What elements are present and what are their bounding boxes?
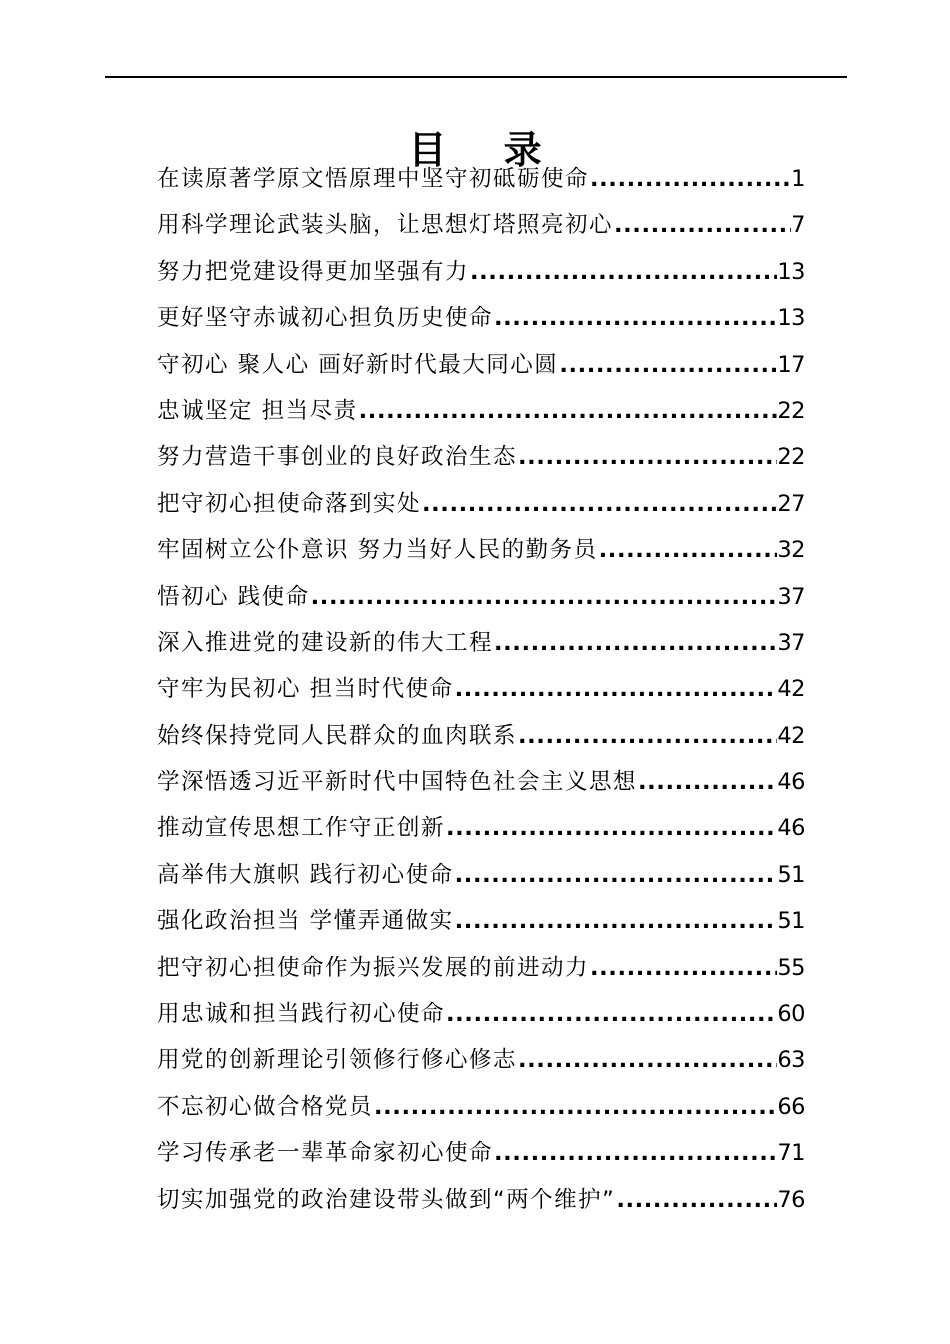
toc-entry[interactable]: [157, 574, 805, 620]
toc-page-number: 76: [777, 1186, 805, 1213]
toc-page-number: 37: [777, 629, 805, 656]
toc-entry-title: 忠诚坚定 担当尽责: [157, 397, 358, 424]
toc-leader-dots: [517, 1037, 777, 1083]
toc-entry[interactable]: [157, 1037, 805, 1083]
toc-page-number: 1: [791, 166, 805, 192]
toc-leader-dots: [589, 156, 791, 202]
toc-leader-dots: [615, 1177, 777, 1223]
toc-entry[interactable]: [157, 852, 805, 898]
toc-entry-title: 悟初心 践使命: [157, 583, 310, 610]
toc-page-number: 27: [777, 490, 805, 517]
toc-entry-title: 推动宣传思想工作守正创新: [157, 815, 446, 842]
toc-page-number: 17: [777, 351, 805, 378]
toc-page-number: 7: [791, 212, 805, 239]
toc-page-number: 63: [777, 1047, 805, 1074]
toc-page-number: 42: [777, 722, 805, 749]
toc-page-number: 51: [777, 861, 805, 888]
toc-entry-title: 学深悟透习近平新时代中国特色社会主义思想: [157, 769, 638, 796]
toc-entry[interactable]: [157, 156, 805, 202]
toc-leader-dots: [598, 527, 778, 573]
toc-entry[interactable]: [157, 527, 805, 573]
toc-page-number: 13: [777, 305, 805, 332]
toc-entry-title: 切实加强党的政治建设带头做到“两个维护”: [157, 1186, 616, 1213]
toc-leader-dots: [454, 666, 778, 712]
toc-leader-dots: [445, 805, 777, 851]
page-title: 目 录: [408, 127, 564, 173]
toc-leader-dots: [358, 388, 778, 434]
toc-leader-dots: [613, 202, 791, 248]
toc-entry[interactable]: [157, 713, 805, 759]
toc-entry[interactable]: [157, 388, 805, 434]
toc-leader-dots: [637, 759, 777, 805]
toc-entry[interactable]: [157, 249, 805, 295]
toc-entry[interactable]: [157, 434, 805, 480]
toc-entry-title: 用科学理论武装头脑，让思想灯塔照亮初心: [157, 212, 614, 239]
toc-page-number: 51: [777, 908, 805, 935]
toc-leader-dots: [454, 852, 778, 898]
toc-entry[interactable]: [157, 991, 805, 1037]
toc-leader-dots: [469, 249, 777, 295]
toc-page-number: 22: [777, 397, 805, 424]
toc-entry[interactable]: [157, 1177, 805, 1223]
toc-leader-dots: [517, 434, 777, 480]
toc-entry-title: 把守初心担使命落到实处: [157, 490, 422, 517]
table-of-contents: [157, 156, 805, 1223]
toc-entry-title: 守初心 聚人心 画好新时代最大同心圆: [157, 351, 559, 378]
toc-leader-dots: [589, 945, 777, 991]
toc-entry-title: 用忠诚和担当践行初心使命: [157, 1001, 446, 1028]
toc-leader-dots: [493, 1130, 777, 1176]
toc-entry[interactable]: [157, 759, 805, 805]
toc-entry-title: 深入推进党的建设新的伟大工程: [157, 629, 494, 656]
toc-entry[interactable]: [157, 1130, 805, 1176]
toc-entry-title: 高举伟大旗帜 践行初心使命: [157, 861, 454, 888]
toc-page-number: 55: [777, 954, 805, 981]
toc-entry[interactable]: [157, 666, 805, 712]
toc-entry-title: 努力把党建设得更加坚强有力: [157, 258, 470, 285]
toc-leader-dots: [454, 898, 778, 944]
toc-page-number: 42: [777, 676, 805, 703]
toc-page-number: 13: [777, 258, 805, 285]
toc-entry-title: 不忘初心做合格党员: [157, 1093, 374, 1120]
toc-leader-dots: [493, 620, 777, 666]
toc-entry[interactable]: [157, 898, 805, 944]
toc-entry[interactable]: [157, 481, 805, 527]
toc-leader-dots: [517, 713, 777, 759]
toc-page-number: 66: [777, 1093, 805, 1120]
toc-entry[interactable]: [157, 620, 805, 666]
toc-entry-title: 强化政治担当 学懂弄通做实: [157, 908, 454, 935]
toc-leader-dots: [493, 295, 777, 341]
toc-page-number: 22: [777, 444, 805, 471]
toc-page-number: 46: [777, 815, 805, 842]
toc-entry-title: 始终保持党同人民群众的血肉联系: [157, 722, 518, 749]
toc-leader-dots: [445, 991, 777, 1037]
toc-entry[interactable]: [157, 295, 805, 341]
toc-entry-title: 把守初心担使命作为振兴发展的前进动力: [157, 954, 590, 981]
toc-entry-title: 更好坚守赤诚初心担负历史使命: [157, 305, 494, 332]
toc-entry[interactable]: [157, 1084, 805, 1130]
toc-entry[interactable]: [157, 342, 805, 388]
toc-page-number: 46: [777, 769, 805, 796]
header-rule: [105, 76, 847, 78]
toc-page-number: 60: [777, 1001, 805, 1028]
toc-entry[interactable]: [157, 945, 805, 991]
toc-entry-title: 努力营造干事创业的良好政治生态: [157, 444, 518, 471]
toc-leader-dots: [373, 1084, 777, 1130]
toc-page-number: 32: [777, 537, 805, 564]
toc-page-number: 37: [777, 583, 805, 610]
toc-leader-dots: [558, 342, 777, 388]
toc-entry-title: 牢固树立公仆意识 努力当好人民的勤务员: [157, 537, 598, 564]
toc-entry[interactable]: [157, 805, 805, 851]
toc-entry-title: 学习传承老一辈革命家初心使命: [157, 1140, 494, 1167]
toc-page-number: 71: [777, 1140, 805, 1167]
toc-leader-dots: [310, 574, 778, 620]
toc-entry[interactable]: [157, 202, 805, 248]
toc-entry-title: 在读原著学原文悟原理中坚守初砥砺使命: [157, 166, 590, 192]
toc-entry-title: 用党的创新理论引领修行修心修志: [157, 1047, 518, 1074]
toc-leader-dots: [421, 481, 777, 527]
toc-entry-title: 守牢为民初心 担当时代使命: [157, 676, 454, 703]
